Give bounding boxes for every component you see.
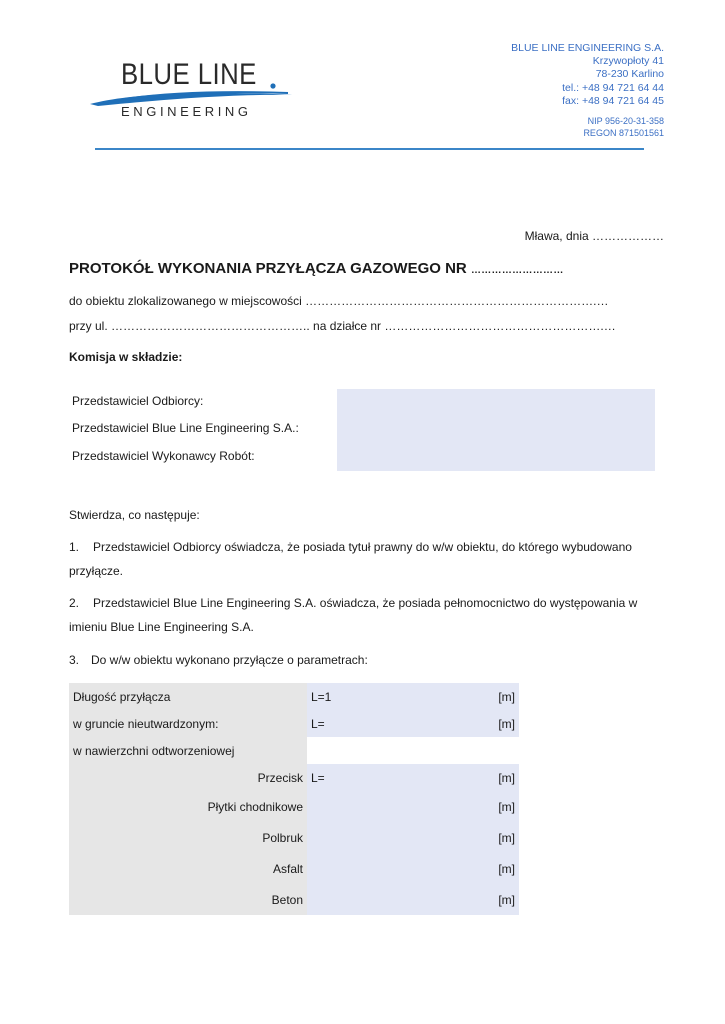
street-line: przy ul. ………………………………………….. na działce nr ……………………………………………….… — [69, 319, 616, 333]
logo-title: BLUE LINE — [121, 58, 257, 91]
statements-label: Stwierdza, co następuje: — [69, 508, 200, 522]
param-value — [307, 737, 471, 764]
commission-label: Komisja w składzie: — [69, 350, 183, 364]
table-row — [69, 683, 519, 710]
param-value — [307, 822, 471, 853]
param-unit: [m] — [471, 683, 519, 710]
company-tel: tel.: +48 94 721 64 44 — [562, 81, 664, 94]
company-nip: NIP 956-20-31-358 — [587, 116, 664, 127]
item-text: Do w/w obiektu wykonano przyłącze o parametrach: — [91, 653, 368, 667]
param-value: L= — [307, 764, 471, 791]
item-number: 1. — [69, 540, 80, 554]
item-text: Przedstawiciel Blue Line Engineering S.A. oświadcza, że posiada pełnomocnictwo do występowania w imieniu Blue Line Engineering S.A. — [69, 596, 638, 634]
param-unit: [m] — [471, 884, 519, 915]
logo-subtitle: ENGINEERING — [121, 104, 252, 119]
parameters-table — [69, 683, 519, 915]
rep-wykonawcy: Przedstawiciel Wykonawcy Robót: — [72, 449, 255, 463]
statement-item — [69, 648, 659, 672]
param-label: Długość przyłącza — [69, 683, 307, 710]
table-row — [69, 822, 519, 853]
title-number-field: ……………………… — [470, 265, 564, 276]
table-row — [69, 791, 519, 822]
param-value — [307, 791, 471, 822]
table-row — [69, 884, 519, 915]
table-row — [69, 737, 519, 764]
company-logo — [88, 58, 298, 128]
param-value: L=1 — [307, 683, 471, 710]
param-unit: [m] — [471, 710, 519, 737]
param-label: Płytki chodnikowe — [69, 791, 307, 822]
representatives-fill-field — [337, 389, 655, 471]
param-unit — [471, 737, 519, 764]
param-label: Beton — [69, 884, 307, 915]
param-unit: [m] — [471, 764, 519, 791]
table-row — [69, 710, 519, 737]
title-text: PROTOKÓŁ WYKONANIA PRZYŁĄCZA GAZOWEGO NR — [69, 260, 467, 277]
param-unit: [m] — [471, 853, 519, 884]
item-text: Przedstawiciel Odbiorcy oświadcza, że posiada tytuł prawny do w/w obiektu, do którego wybudowano przyłącze. — [69, 540, 632, 578]
param-label: Polbruk — [69, 822, 307, 853]
table-row — [69, 853, 519, 884]
company-name: BLUE LINE ENGINEERING S.A. — [511, 42, 664, 54]
company-fax: fax: +48 94 721 64 45 — [562, 94, 664, 107]
date-line: Mława, dnia ……………… — [524, 229, 664, 243]
item-number: 3. — [69, 653, 80, 667]
document-title — [69, 260, 564, 277]
statement-item — [69, 535, 659, 583]
param-unit: [m] — [471, 791, 519, 822]
header-divider — [95, 148, 644, 150]
location-line: do obiektu zlokalizowanego w miejscowości ……………………………………………………………….… — [69, 294, 609, 308]
company-street: Krzywopłoty 41 — [592, 55, 664, 68]
param-value — [307, 884, 471, 915]
param-label: w nawierzchni odtworzeniowej — [69, 737, 307, 764]
company-info — [511, 42, 664, 139]
param-unit: [m] — [471, 822, 519, 853]
rep-odbiorcy: Przedstawiciel Odbiorcy: — [72, 394, 204, 408]
rep-blue-line: Przedstawiciel Blue Line Engineering S.A.: — [72, 421, 299, 435]
table-row — [69, 764, 519, 791]
company-city: 78-230 Karlino — [595, 68, 664, 81]
param-value — [307, 853, 471, 884]
param-label: Przecisk — [69, 764, 307, 791]
company-regon: REGON 871501561 — [583, 128, 664, 139]
param-value: L= — [307, 710, 471, 737]
item-number: 2. — [69, 596, 80, 610]
param-label: w gruncie nieutwardzonym: — [69, 710, 307, 737]
statement-item — [69, 591, 659, 639]
param-label: Asfalt — [69, 853, 307, 884]
